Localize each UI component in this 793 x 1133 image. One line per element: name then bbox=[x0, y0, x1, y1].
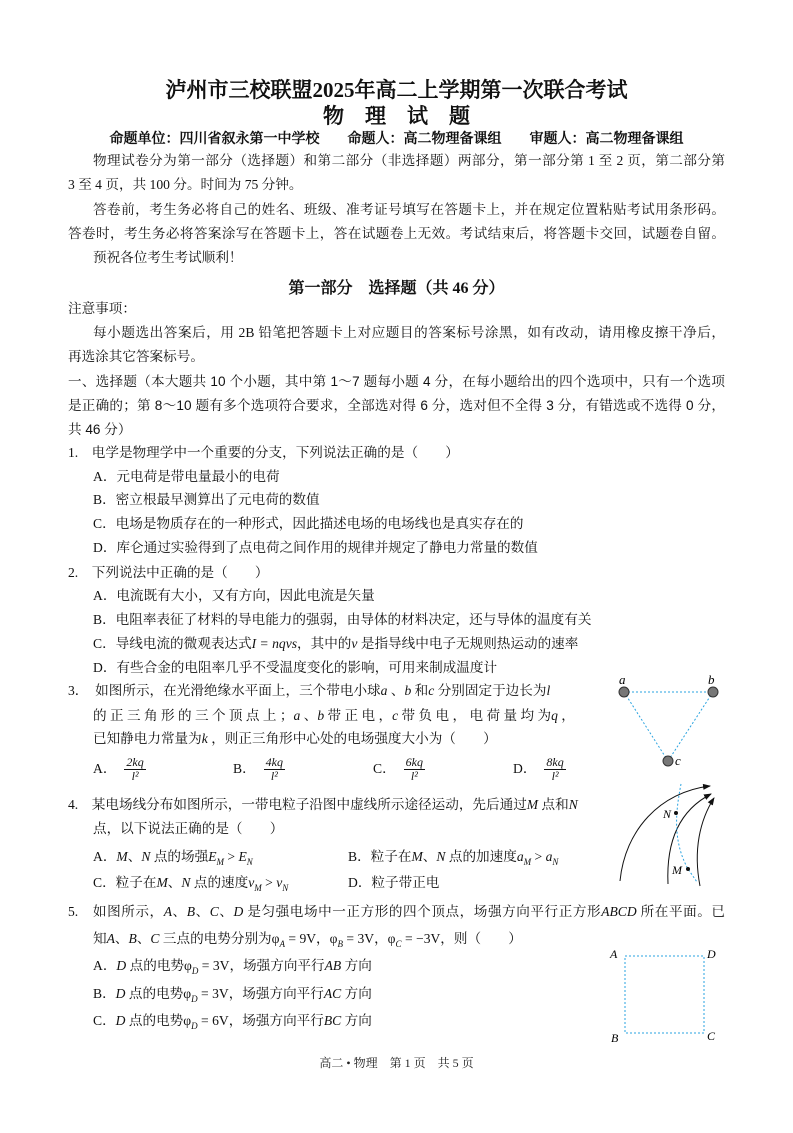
question-2-stem: 2. 下列说法中正确的是（ ） bbox=[68, 565, 269, 580]
math-variable: b bbox=[404, 683, 412, 698]
point-n bbox=[674, 811, 678, 815]
fraction bbox=[404, 756, 425, 783]
math-variable: a bbox=[516, 849, 524, 864]
text-run: A． bbox=[93, 958, 117, 973]
text-run: ，则正三角形中心处的电场强度大小为（ ） bbox=[207, 731, 497, 746]
question-5-option-a bbox=[93, 957, 372, 980]
question-3-stem bbox=[93, 707, 597, 725]
math-subscript: A bbox=[279, 939, 285, 949]
text-run: C．粒子在 bbox=[93, 875, 157, 890]
math-variable: N bbox=[436, 849, 446, 864]
math-variable: A bbox=[106, 931, 115, 946]
text-run: 方向 bbox=[341, 986, 372, 1001]
text-run: C．导线电流的微观表达式 bbox=[93, 636, 252, 651]
vertex-label: C bbox=[707, 1029, 716, 1043]
charge-b bbox=[708, 687, 718, 697]
text-run: 点的场强 bbox=[150, 849, 209, 864]
triangle-side bbox=[624, 692, 668, 761]
math-variable: M bbox=[526, 797, 539, 812]
math-subscript: D bbox=[191, 966, 199, 976]
text-run: 、 bbox=[172, 904, 187, 919]
text-run: 、 bbox=[422, 849, 437, 864]
math-variable: E bbox=[238, 849, 247, 864]
denominator: l² bbox=[270, 769, 278, 784]
text-run: 点的速度 bbox=[190, 875, 249, 890]
section-instructions: 一、选择题（本大题共 10 个小题，其中第 1～7 题每小题 4 分，在每小题给出的四个选项中，只有一个选项 bbox=[68, 374, 725, 389]
point-label: M bbox=[672, 863, 682, 877]
text-run: 方向 bbox=[341, 1013, 372, 1028]
text-run: 、 bbox=[114, 931, 129, 946]
intro-line: 答卷时，考生务必将答案涂写在答题卡上，答在试题卷上无效。考试结束后，将答题卡交回，试题卷自留。 bbox=[68, 226, 725, 241]
math-variable: N bbox=[181, 875, 191, 890]
math-variable: B bbox=[186, 904, 196, 919]
question-5-stem bbox=[68, 903, 725, 921]
question-4-stem bbox=[68, 796, 578, 814]
math-variable: AC bbox=[323, 986, 342, 1001]
math-variable: q bbox=[551, 708, 558, 723]
text-run: 、 bbox=[218, 904, 234, 919]
math-subscript: B bbox=[337, 939, 344, 949]
text-run: 带 正 电 ， bbox=[324, 708, 393, 723]
question-2-option-a: A．电流既有大小，又有方向，因此电流是矢量 bbox=[93, 588, 375, 603]
text-run: = 3V，场强方向平行 bbox=[198, 958, 325, 973]
fraction bbox=[264, 756, 285, 783]
math-variable: M bbox=[116, 849, 128, 864]
math-subscript: D bbox=[191, 1021, 198, 1031]
question-4-option-b bbox=[348, 848, 558, 871]
text-run: = 3V，场强方向平行 bbox=[197, 986, 324, 1001]
text-run: 点的电势φ bbox=[126, 958, 192, 973]
text-run: 方向 bbox=[341, 958, 372, 973]
notice-line: 每小题选出答案后，用 2B 铅笔把答题卡上对应题目的答案标号涂黑，如有改动，请用橡皮擦干净后， bbox=[93, 325, 725, 340]
text-run: 的 正 三 角 形 的 三 个 顶 点 上 ； bbox=[93, 708, 294, 723]
section-instructions: 是正确的；第 8～10 题有多个选项符合要求，全部选对得 6 分，选对但不全得 3 分，有错选或不选得 0 分， bbox=[68, 398, 725, 413]
question-4-option-a bbox=[93, 848, 253, 871]
math-subscript: N bbox=[246, 857, 253, 867]
text-run: 、 bbox=[136, 931, 151, 946]
math-subscript: M bbox=[216, 857, 225, 867]
question-4-option-d: D．粒子带正电 bbox=[348, 875, 440, 890]
text-run: 知 bbox=[93, 931, 107, 946]
part1-heading: 第一部分 选择题（共 46 分） bbox=[288, 280, 505, 297]
math-variable: c bbox=[428, 683, 435, 698]
math-variable: b bbox=[317, 708, 325, 723]
numerator: 2kq bbox=[126, 755, 144, 770]
question-1-option-d: D．库仑通过实验得到了点电荷之间作用的规律并规定了静电力常量的数值 bbox=[93, 540, 538, 555]
question-5-option-c bbox=[93, 1012, 372, 1035]
text-run: = 6V，场强方向平行 bbox=[197, 1013, 324, 1028]
math-variable: D bbox=[233, 904, 244, 919]
subject-title: 物 理 试 题 bbox=[323, 104, 470, 128]
text-run: = −3V，则（ ） bbox=[401, 931, 522, 946]
text-run: 、 bbox=[300, 708, 318, 723]
text-run: 3． 如图所示，在光滑绝缘水平面上，三个带电小球 bbox=[68, 683, 381, 698]
text-run: 点的电势φ bbox=[125, 1013, 192, 1028]
math-variable: D bbox=[115, 986, 126, 1001]
question-3-option-a bbox=[93, 752, 233, 786]
numerator: 6kq bbox=[405, 755, 423, 770]
math-variable: C bbox=[209, 904, 219, 919]
question-5-option-b bbox=[93, 985, 372, 1008]
page-footer: 高二 • 物理 第 1 页 共 5 页 bbox=[319, 1056, 474, 1070]
text-run: 5. 如图所示， bbox=[68, 904, 164, 919]
question-3-stem bbox=[93, 730, 497, 748]
option-label: D． bbox=[513, 761, 537, 776]
text-run: > bbox=[261, 875, 277, 890]
math-variable: C bbox=[150, 931, 160, 946]
math-variable: a bbox=[293, 708, 301, 723]
fraction bbox=[544, 756, 565, 783]
vertex-label: D bbox=[707, 947, 716, 961]
question-2-option-c bbox=[93, 635, 578, 653]
math-subscript: N bbox=[282, 883, 289, 893]
math-variable: E bbox=[208, 849, 217, 864]
question-1-stem: 1. 电学是物理学中一个重要的分支，下列说法正确的是（ ） bbox=[68, 445, 459, 460]
triangle-charges-figure bbox=[610, 670, 730, 775]
text-run: 点和 bbox=[538, 797, 569, 812]
math-variable: N bbox=[568, 797, 578, 812]
math-variable: M bbox=[156, 875, 168, 890]
text-run: 和 bbox=[411, 683, 429, 698]
math-variable: ABCD bbox=[601, 904, 637, 919]
math-variable: BC bbox=[323, 1013, 342, 1028]
math-subscript: D bbox=[191, 994, 198, 1004]
text-run: 带 负 电 ， 电 荷 量 均 为 bbox=[398, 708, 552, 723]
text-run: B． bbox=[93, 986, 116, 1001]
math-variable: AB bbox=[324, 958, 342, 973]
question-4-option-c bbox=[93, 874, 288, 897]
point-label: N bbox=[663, 807, 672, 821]
section-instructions: 共 46 分） bbox=[68, 422, 132, 437]
notice-line: 再选涂其它答案标号。 bbox=[68, 349, 204, 364]
option-label: C． bbox=[373, 761, 396, 776]
text-run: > bbox=[224, 849, 239, 864]
denominator: l² bbox=[410, 769, 418, 784]
text-run: C． bbox=[93, 1013, 116, 1028]
intro-line: 物理试卷分为第一部分（选择题）和第二部分（非选择题）两部分，第一部分第 1 至 2 页，第二部分第 bbox=[93, 153, 725, 168]
math-subscript: C bbox=[395, 939, 402, 949]
exam-title: 泸州市三校联盟2025年高二上学期第一次联合考试 bbox=[165, 78, 628, 102]
math-variable: M bbox=[411, 849, 423, 864]
question-1-option-a: A．元电荷是带电量最小的电荷 bbox=[93, 469, 280, 484]
question-3-option-c bbox=[373, 752, 513, 786]
math-variable: l bbox=[546, 683, 551, 698]
math-variable: I = nqvs bbox=[251, 636, 298, 651]
text-run: ， bbox=[557, 708, 575, 723]
text-run: 、 bbox=[195, 904, 210, 919]
text-run: > bbox=[531, 849, 546, 864]
question-3-option-b bbox=[233, 752, 373, 786]
text-run: 已知静电力常量为 bbox=[93, 731, 202, 746]
text-run: 、 bbox=[127, 849, 142, 864]
text-run: 是匀强电场中一正方形的四个顶点，场强方向平行正方形 bbox=[243, 904, 602, 919]
field-line bbox=[697, 798, 714, 886]
triangle-side bbox=[668, 692, 713, 761]
math-variable: B bbox=[128, 931, 137, 946]
field-lines-figure bbox=[600, 770, 740, 900]
field-line bbox=[620, 786, 710, 881]
vertex-label: b bbox=[708, 672, 715, 687]
math-variable: v bbox=[248, 875, 255, 890]
fraction bbox=[124, 756, 145, 783]
point-m bbox=[686, 867, 690, 871]
math-variable: k bbox=[201, 731, 208, 746]
denominator: l² bbox=[551, 769, 559, 784]
vertex-label: B bbox=[611, 1031, 619, 1045]
question-3-options bbox=[93, 752, 633, 786]
text-run: 4. 某电场线分布如图所示，一带电粒子沿图中虚线所示途径运动，先后通过 bbox=[68, 797, 527, 812]
text-run: = 9V，φ bbox=[284, 931, 338, 946]
math-variable: c bbox=[392, 708, 399, 723]
notice-label: 注意事项： bbox=[68, 301, 136, 316]
math-variable: v bbox=[276, 875, 283, 890]
question-2-option-b: B．电阻率表征了材料的导电能力的强弱，由导体的材料决定，还与导体的温度有关 bbox=[93, 612, 592, 627]
numerator: 8kq bbox=[546, 755, 564, 770]
vertex-label: a bbox=[619, 672, 626, 687]
math-variable: v bbox=[351, 636, 358, 651]
question-4-stem: 点，以下说法正确的是（ ） bbox=[93, 821, 284, 836]
author-line: 命题单位：四川省叙永第一中学校 命题人：高二物理备课组 审题人：高二物理备课组 bbox=[109, 130, 684, 146]
text-run: 、 bbox=[167, 875, 182, 890]
question-5-stem bbox=[93, 930, 522, 953]
text-run: 分别固定于边长为 bbox=[434, 683, 547, 698]
text-run: 点的加速度 bbox=[445, 849, 517, 864]
text-run: ，其中的 bbox=[297, 636, 352, 651]
math-subscript: M bbox=[523, 857, 532, 867]
text-run: 是指导线中电子无规则热运动的速率 bbox=[357, 636, 579, 651]
math-subscript: N bbox=[552, 857, 559, 867]
intro-line: 3 至 4 页，共 100 分。时间为 75 分钟。 bbox=[68, 177, 303, 192]
math-variable: D bbox=[115, 1013, 126, 1028]
text-run: 三点的电势分别为φ bbox=[159, 931, 280, 946]
math-variable: A bbox=[163, 904, 172, 919]
square-abcd bbox=[625, 956, 704, 1033]
intro-line: 答卷前，考生务必将自己的姓名、班级、准考证号填写在答题卡上，并在规定位置粘贴考试用条形码。 bbox=[93, 202, 725, 217]
denominator: l² bbox=[131, 769, 139, 784]
math-variable: D bbox=[116, 958, 127, 973]
option-label: B． bbox=[233, 761, 256, 776]
charge-c bbox=[663, 756, 673, 766]
text-run: 点的电势φ bbox=[125, 986, 192, 1001]
intro-line: 预祝各位考生考试顺利！ bbox=[93, 250, 243, 265]
question-3-stem bbox=[68, 682, 550, 700]
math-variable: a bbox=[380, 683, 388, 698]
charge-a bbox=[619, 687, 629, 697]
numerator: 4kq bbox=[265, 755, 283, 770]
text-run: = 3V，φ bbox=[343, 931, 396, 946]
text-run: A． bbox=[93, 849, 117, 864]
question-1-option-c: C．电场是物质存在的一种形式，因此描述电场的电场线也是真实存在的 bbox=[93, 516, 524, 531]
vertex-label: c bbox=[675, 753, 681, 768]
text-run: 、 bbox=[387, 683, 405, 698]
question-1-option-b: B．密立根最早测算出了元电荷的数值 bbox=[93, 492, 320, 507]
question-2-option-d: D．有些合金的电阻率几乎不受温度变化的影响，可用来制成温度计 bbox=[93, 660, 498, 675]
math-variable: a bbox=[545, 849, 553, 864]
vertex-label: A bbox=[610, 947, 618, 961]
text-run: 所在平面。已 bbox=[636, 904, 726, 919]
option-label: A． bbox=[93, 761, 117, 776]
text-run: B．粒子在 bbox=[348, 849, 412, 864]
math-variable: N bbox=[141, 849, 151, 864]
square-figure bbox=[600, 940, 730, 1050]
math-subscript: M bbox=[254, 883, 262, 893]
